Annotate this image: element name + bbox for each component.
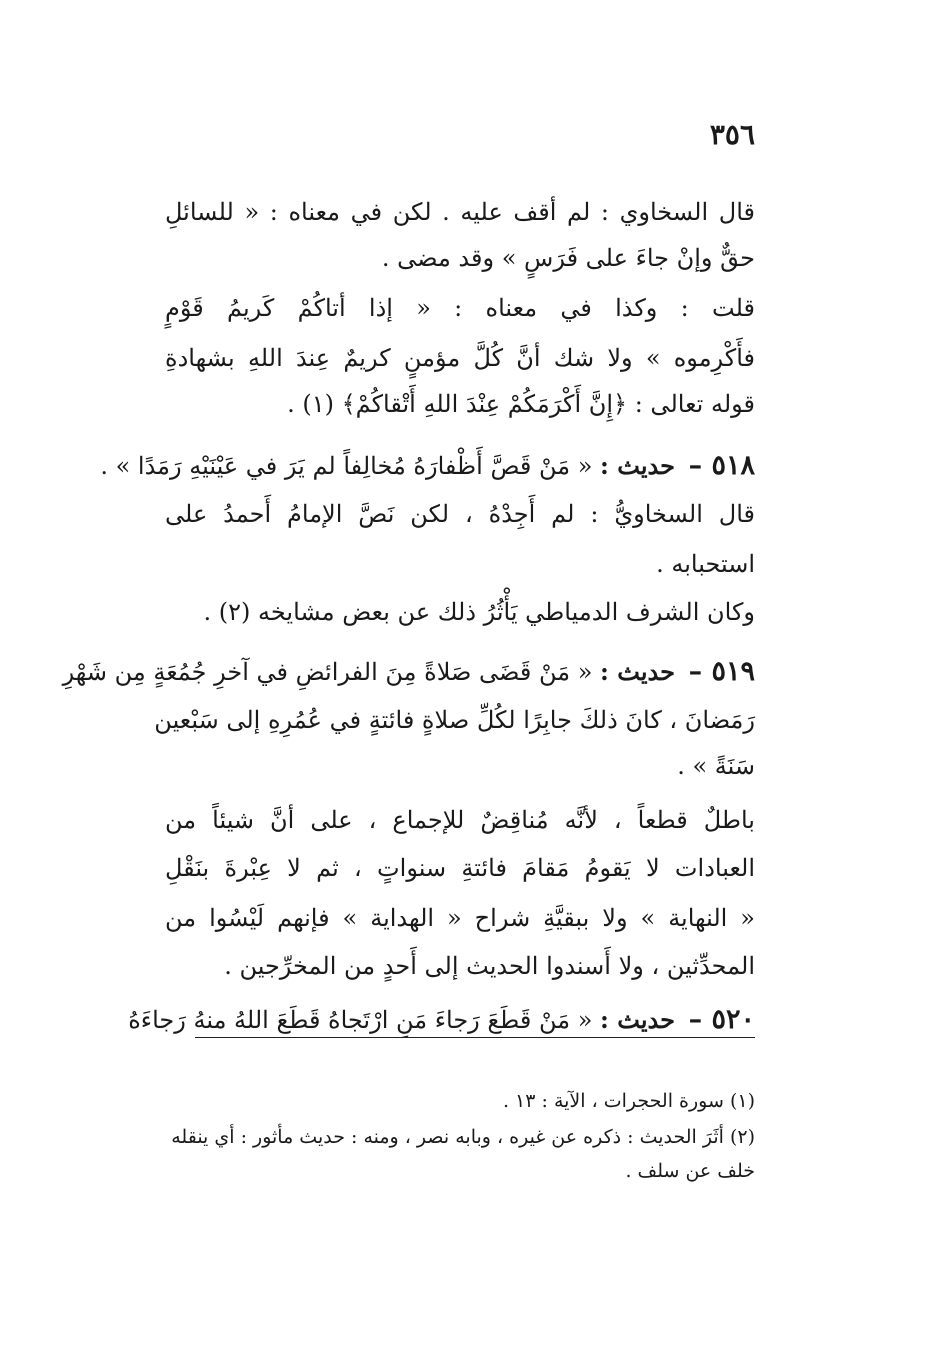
hadith-text: « مَنْ قَضَى صَلاةً مِنَ الفرائضِ في آخرِ جُمُعَةٍ مِن شَهْرِ [62,658,593,686]
footnote-divider [195,1037,755,1038]
hadith-number: ٥٢٠ – [688,1004,755,1035]
text-line: العبادات لا يَقومُ مَقامَ فائتةِ سنواتٍ ، ثم لا عِبْرةَ بنَقْلِ [165,854,755,882]
footnote: (١) سورة الحجرات ، الآية : ١٣ . [502,1090,755,1112]
text-line: فأَكْرِموه » ولا شك أنَّ كُلَّ مؤمنٍ كريمٌ عِندَ اللهِ بشهادةِ [165,344,755,372]
hadith-text: « مَنْ قَطَعَ رَجاءَ مَنِ ارْتَجاهُ قَطَعَ اللهُ منهُ رَجاءَهُ [128,1006,593,1034]
text-line: قال السخاويُّ : لم أَجِدْهُ ، لكن نَصَّ الإمامُ أَحمدُ على [165,500,755,528]
footnote: (٢) أثَرَ الحديث : ذكره عن غيره ، وبابه نصر ، ومنه : حديث مأثور : أي ينقله [171,1126,755,1148]
text-line: قلت : وكذا في معناه : « إذا أتاكُمْ كَريمُ قَوْمٍ [165,294,755,322]
text-line: المحدِّثين ، ولا أَسندوا الحديث إلى أَحدٍ من المخرِّجين . [224,952,755,980]
hadith-text: « مَنْ قَصَّ أَظْفارَهُ مُخالِفاً لم يَرَ في عَيْنَيْهِ رَمَدًا » . [100,452,593,480]
hadith-519 [62,652,755,692]
text-line: « النهاية » ولا ببقيَّةِ شراح « الهداية » فإنهم لَيْسُوا من [165,904,755,932]
hadith-number: ٥١٩ – [688,656,755,687]
text-line: حقٌّ وإنْ جاءَ على فَرَسٍ » وقد مضى . [381,244,755,272]
text-line: قوله تعالى : ﴿إِنَّ أَكْرَمَكُمْ عِنْدَ اللهِ أَتْقاكُمْ﴾ (١) . [287,390,755,418]
text-line: باطلٌ قطعاً ، لأنَّه مُناقِضٌ للإجماع ، على أنَّ شيئاً من [165,806,755,834]
footnote: خلف عن سلف . [625,1160,755,1182]
text-line: سَنَةً » . [677,752,755,780]
text-line: استحبابه . [656,550,755,578]
text-line: رَمَضانَ ، كانَ ذلكَ جابِرًا لكُلِّ صلاةٍ فائتةٍ في عُمُرِهِ إلى سَبْعين [154,706,755,734]
page-number: ٣٥٦ [709,118,755,151]
hadith-520 [128,1000,755,1040]
hadith-number: ٥١٨ – [688,450,755,481]
text-line: وكان الشرف الدمياطي يَأْثُرُ ذلك عن بعض مشايخه (٢) . [203,598,755,626]
hadith-label: حديث : [600,657,675,686]
hadith-label: حديث : [600,451,675,480]
hadith-label: حديث : [600,1005,675,1034]
text-line: قال السخاوي : لم أقف عليه . لكن في معناه : « للسائلِ [165,198,755,226]
hadith-518 [100,446,755,486]
